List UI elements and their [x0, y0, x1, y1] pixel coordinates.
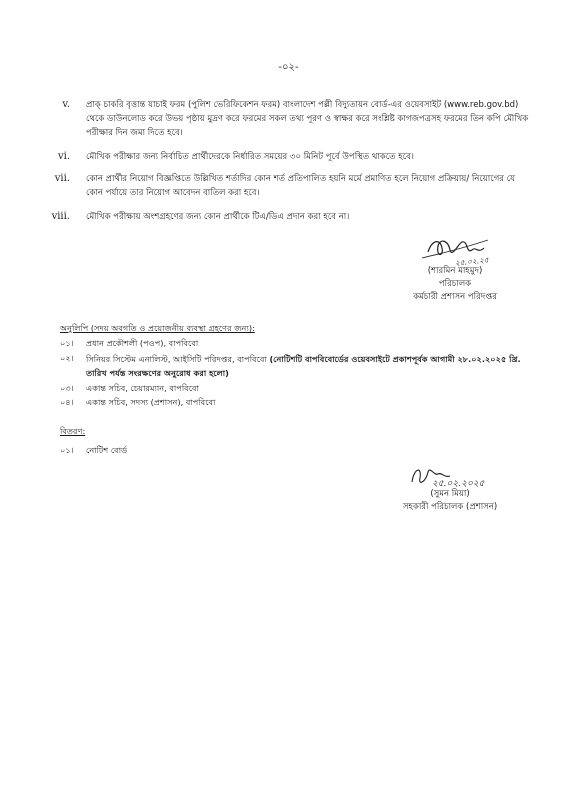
copy-item-text: একান্ত সচিব, সদস্য (প্রশাসন), বাপবিবো [86, 397, 216, 407]
distribution-item-number: ০১। [60, 445, 74, 455]
item-text: মৌখিক পরীক্ষার জন্য নির্বাচিত প্রার্থীদেরকে নির্ধারিত সময়ের ৩০ মিনিট পূর্বে উপস্থিত থাকতে হবে। [86, 152, 414, 162]
item-text: প্রাক্ চাকরি বৃত্তান্ত যাচাই ফরম (পুলিশ ভেরিফিকেশন ফরম) বাংলাদেশ পল্লী বিদ্যুতায়ন বোর্ড-এর ওয়েবসাইট (www.reb.gov.bd) থেকে ডাউনলোড করে উভয় পৃষ্ঠায় মুদ্রণ করে ফরমের সকল তথ্য পূরণ ও স্বাক্ষর করে সংশ্লিষ্ট কাগজপত্রসহ ফরমের তিন কপি মৌখিক পরীক্ষার দিন জমা দিতে হবে। [86, 100, 529, 138]
distribution-item-text: নোটিশ বোর্ড [86, 445, 128, 455]
signatory-name: (শারমিন মাহমুদ) [427, 266, 483, 276]
copy-item-text: একান্ত সচিব, চেয়ারম্যান, বাপবিবো [86, 383, 199, 393]
signatory-office: কর্মচারী প্রশাসন পরিদপ্তর [413, 292, 497, 302]
copy-item-number: ০৩। [60, 383, 74, 393]
copy-item-number: ০৪। [60, 397, 74, 407]
signature-date: ২৫.০২.২৫ [454, 255, 490, 268]
copy-heading: অনুলিপি (সদয় অবগতি ও প্রয়োজনীয় ব্যবস্থা গ্রহণের জন্য): [60, 323, 255, 333]
copy-item-text [86, 352, 538, 380]
signatory-designation: সহকারী পরিচালক (প্রশাসন) [402, 502, 498, 512]
page-number: -০২- [278, 62, 299, 73]
copy-item-bold-note: (নোটিশটি বাপবিবোর্ডের ওয়েবসাইটে প্রকাশপূর্বক আগামী ২৮.০২.২০২৫ খ্রি. তারিখ পর্যন্ত সংরক্ষণের অনুরোধ করা হলো) [86, 354, 521, 378]
item-number: vii. [54, 173, 70, 184]
item-text: মৌখিক পরীক্ষায় অংশগ্রহণের জন্য কোন প্রার্থীকে টিএ/ডিএ প্রদান করা হবে না। [86, 212, 350, 222]
copy-item-number: ০২। [60, 353, 74, 363]
item-number: viii. [51, 211, 70, 222]
signatory-name: (সুমন মিয়া) [430, 489, 470, 499]
item-number: vi. [57, 151, 70, 162]
signatory-designation: পরিচালক [438, 279, 472, 289]
copy-item-text: প্রধান প্রকৌশলী (পওপ), বাপবিবো [86, 338, 199, 348]
distribution-heading: বিতরণ: [60, 426, 86, 436]
copy-item-number: ০১। [60, 338, 74, 348]
item-text: কোন প্রার্থীর নিয়োগ বিজ্ঞপ্তিতে উল্লিখিত শর্তাদির কোন শর্ত প্রতিপালিত হয়নি মর্মে প্রমাণিত হলে নিয়োগ প্রক্রিয়ায়/ নিয়োগের যে কোন পর্যায়ে তার নিয়োগ আবেদন বাতিল করা হবে। [86, 174, 515, 198]
signature-date: ২৫.০২.২০২৫ [432, 479, 485, 489]
copy-item-plain: সিনিয়র সিস্টেম এনালিস্ট, আইসিটি পরিদপ্তর, বাপবিবো [86, 354, 267, 364]
item-number: v. [62, 99, 70, 110]
